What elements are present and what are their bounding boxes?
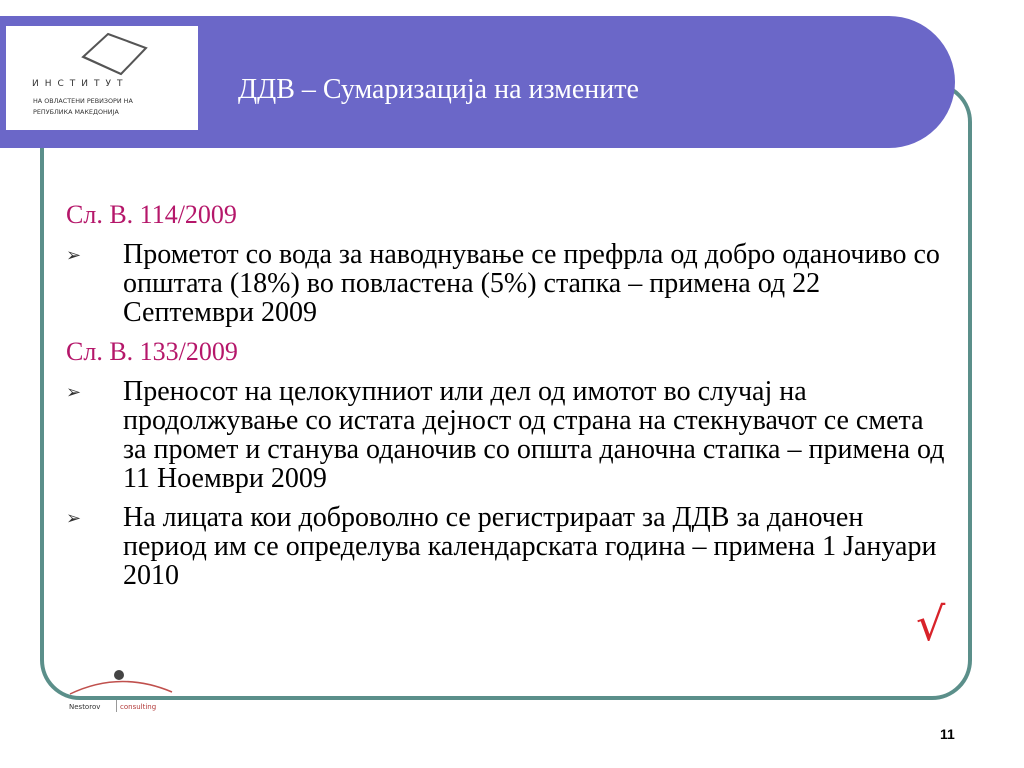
institute-logo-title: ИНСТИТУТ	[32, 79, 129, 89]
title-underline	[210, 148, 904, 152]
institute-logo-subtitle	[33, 96, 193, 118]
bullet-arrow-icon: ➢	[66, 382, 82, 403]
law-heading: Сл. В. 133/2009	[66, 337, 238, 366]
bullet-text: Преносот на целокупниот или дел од имотот во случај на продолжување со истата дејност од страна на стекнувачот се смета за промет и станува оданочив со општа даночна стапка – примена од 11 Ноември 2009	[123, 376, 945, 494]
bullet-item	[66, 240, 946, 327]
bullet-text: Прометот со вода за наводнување се префрла од добро оданочиво со општата (18%) во повластена (5%) стапка – примена од 22 Септември 2009	[123, 239, 940, 328]
nestorov-logo	[60, 662, 180, 722]
nestorov-logo-name: Nestorov	[69, 703, 101, 711]
nestorov-logo-divider	[116, 700, 117, 712]
bullet-text: На лицата кои доброволно се регистрираат за ДДВ за даночен период им се определува календарската година – примена 1 Јануари 2010	[123, 502, 937, 591]
nestorov-logo-arc-icon	[60, 662, 180, 702]
institute-logo-subtitle-line2: РЕПУБЛИКА МАКЕДОНИЈА	[33, 108, 119, 116]
institute-logo	[6, 26, 198, 130]
institute-logo-subtitle-line1: НА ОВЛАСТЕНИ РЕВИЗОРИ НА	[33, 97, 133, 105]
bullet-item	[66, 377, 946, 493]
checkmark-icon: √	[916, 597, 946, 651]
bullet-arrow-icon: ➢	[66, 245, 82, 266]
bullet-arrow-icon: ➢	[66, 508, 82, 529]
slide-content	[66, 200, 946, 600]
slide-title: ДДВ – Сумаризација на измените	[238, 74, 639, 105]
page-number: 11	[940, 726, 955, 742]
bullet-item	[66, 503, 946, 590]
law-heading: Сл. В. 114/2009	[66, 200, 237, 229]
nestorov-logo-tagline: consulting	[120, 703, 157, 711]
